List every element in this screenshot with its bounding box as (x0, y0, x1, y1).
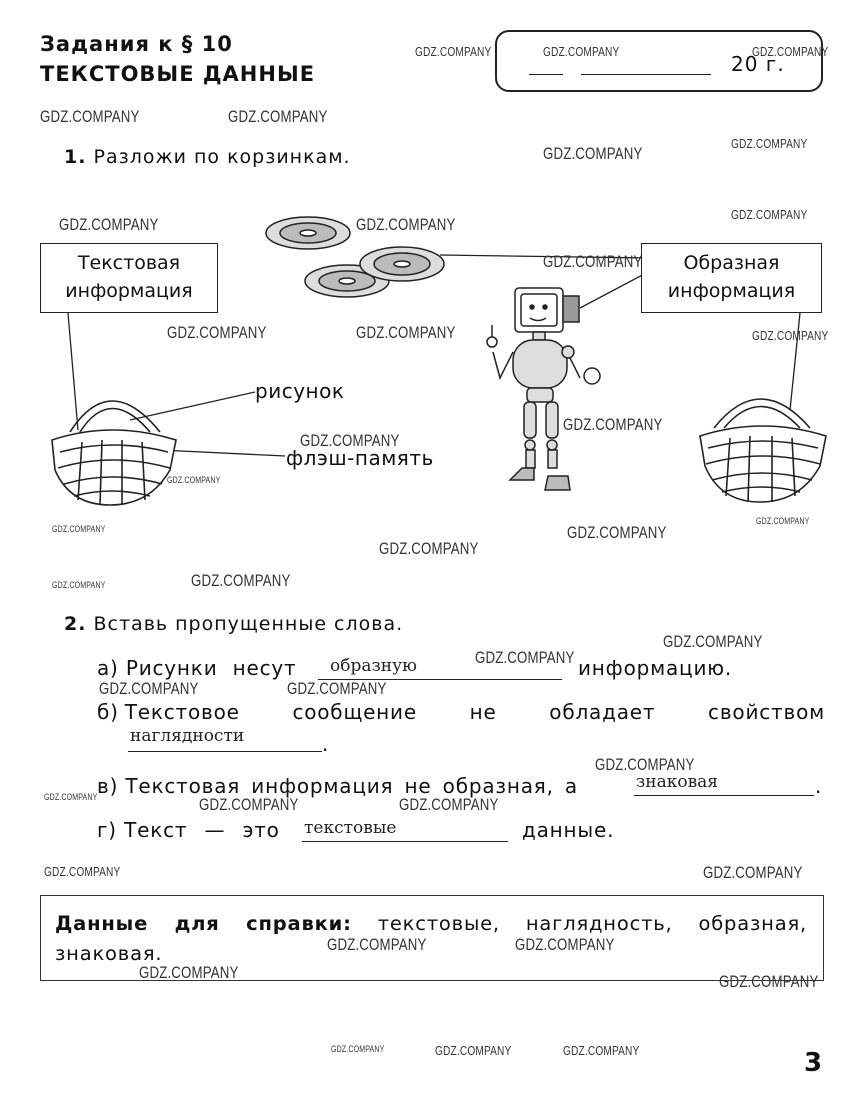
left-label-connector (68, 313, 78, 430)
left-basket-icon (52, 401, 176, 505)
text-info-label (40, 243, 218, 313)
watermark: GDZ.COMPANY (731, 136, 808, 151)
task2-d (97, 818, 280, 842)
watermark: GDZ.COMPANY (752, 328, 829, 343)
image-info-label-line2: информация (667, 280, 796, 302)
task2-heading (64, 613, 403, 635)
task2-b-letter: б) (97, 700, 119, 724)
reference-text (55, 909, 807, 969)
watermark: GDZ.COMPANY (399, 795, 499, 814)
reference-words: текстовые, наглядность, образная, знаковая. (55, 912, 807, 965)
watermark: GDZ.COMPANY (52, 524, 106, 534)
task2-a-letter: а) (97, 656, 119, 680)
task2-a-after: информацию. (578, 656, 733, 680)
watermark: GDZ.COMPANY (752, 44, 829, 59)
word2-connector (160, 450, 285, 456)
task2-c-before: Текстовая информация не образная, а (125, 774, 578, 798)
watermark: GDZ.COMPANY (52, 580, 106, 590)
watermark: GDZ.COMPANY (731, 207, 808, 222)
word1-connector (130, 392, 255, 420)
watermark: GDZ.COMPANY (563, 415, 663, 434)
image-info-label-line1: Образная (683, 252, 780, 274)
task2-c-letter: в) (97, 774, 119, 798)
task2-text: Вставь пропущенные слова. (93, 613, 404, 635)
watermark: GDZ.COMPANY (287, 679, 387, 698)
watermark: GDZ.COMPANY (379, 539, 479, 558)
task2-a-answer: образную (318, 656, 562, 680)
watermark: GDZ.COMPANY (167, 323, 267, 342)
watermark: GDZ.COMPANY (167, 475, 221, 485)
watermark: GDZ.COMPANY (663, 632, 763, 651)
task2-b-answer: наглядности (128, 726, 322, 752)
watermark: GDZ.COMPANY (703, 863, 803, 882)
task2-c (97, 774, 578, 798)
text-info-label-line1: Текстовая (77, 252, 181, 274)
watermark: GDZ.COMPANY (719, 972, 819, 991)
task2-c-after: . (815, 774, 823, 798)
watermark: GDZ.COMPANY (44, 864, 121, 879)
watermark: GDZ.COMPANY (567, 523, 667, 542)
task1-number: 1. (64, 146, 87, 168)
task2-number: 2. (64, 613, 87, 635)
watermark: GDZ.COMPANY (139, 963, 239, 982)
image-info-label (641, 243, 822, 313)
section-title: Задания к § 10 (40, 32, 233, 56)
watermark: GDZ.COMPANY (99, 679, 199, 698)
robot-icon (487, 288, 600, 490)
task2-d-after: данные. (522, 818, 615, 842)
watermark: GDZ.COMPANY (356, 215, 456, 234)
word-flash-memory: флэш-память (286, 446, 434, 470)
task2-a-before: Рисунки несут (125, 656, 297, 680)
word-drawing: рисунок (255, 379, 345, 403)
robot-connector (580, 272, 648, 308)
watermark: GDZ.COMPANY (331, 1044, 385, 1054)
watermark: GDZ.COMPANY (44, 792, 98, 802)
task2-a (97, 656, 297, 680)
watermark: GDZ.COMPANY (199, 795, 299, 814)
watermark: GDZ.COMPANY (543, 252, 643, 271)
watermark: GDZ.COMPANY (415, 44, 492, 59)
watermark: GDZ.COMPANY (515, 935, 615, 954)
task2-b (97, 700, 825, 724)
reference-label: Данные для справки: (55, 912, 352, 935)
page-number: 3 (804, 1048, 823, 1078)
right-basket-icon (700, 399, 826, 502)
watermark: GDZ.COMPANY (475, 648, 575, 667)
watermark: GDZ.COMPANY (356, 323, 456, 342)
watermark: GDZ.COMPANY (300, 431, 400, 450)
watermark: GDZ.COMPANY (543, 144, 643, 163)
watermark: GDZ.COMPANY (595, 755, 695, 774)
watermark: GDZ.COMPANY (40, 107, 140, 126)
date-year: 20 г. (731, 52, 785, 76)
task2-b-after: . (322, 732, 330, 756)
text-info-label-line2: информация (65, 280, 193, 302)
topic-title: ТЕКСТОВЫЕ ДАННЫЕ (40, 62, 316, 86)
task1-text: Разложи по корзинкам. (93, 146, 351, 168)
task2-d-letter: г) (97, 818, 117, 842)
task2-d-answer: текстовые (302, 818, 508, 842)
watermark: GDZ.COMPANY (191, 571, 291, 590)
watermark: GDZ.COMPANY (228, 107, 328, 126)
watermark: GDZ.COMPANY (59, 215, 159, 234)
task2-b-before: Текстовое сообщение не обладает свойством (124, 700, 825, 724)
task2-c-answer: знаковая (634, 772, 814, 796)
task2-d-before: Текст — это (124, 818, 280, 842)
watermark: GDZ.COMPANY (543, 44, 620, 59)
watermark: GDZ.COMPANY (435, 1043, 512, 1058)
watermark: GDZ.COMPANY (756, 516, 810, 526)
watermark: GDZ.COMPANY (327, 935, 427, 954)
watermark: GDZ.COMPANY (563, 1043, 640, 1058)
